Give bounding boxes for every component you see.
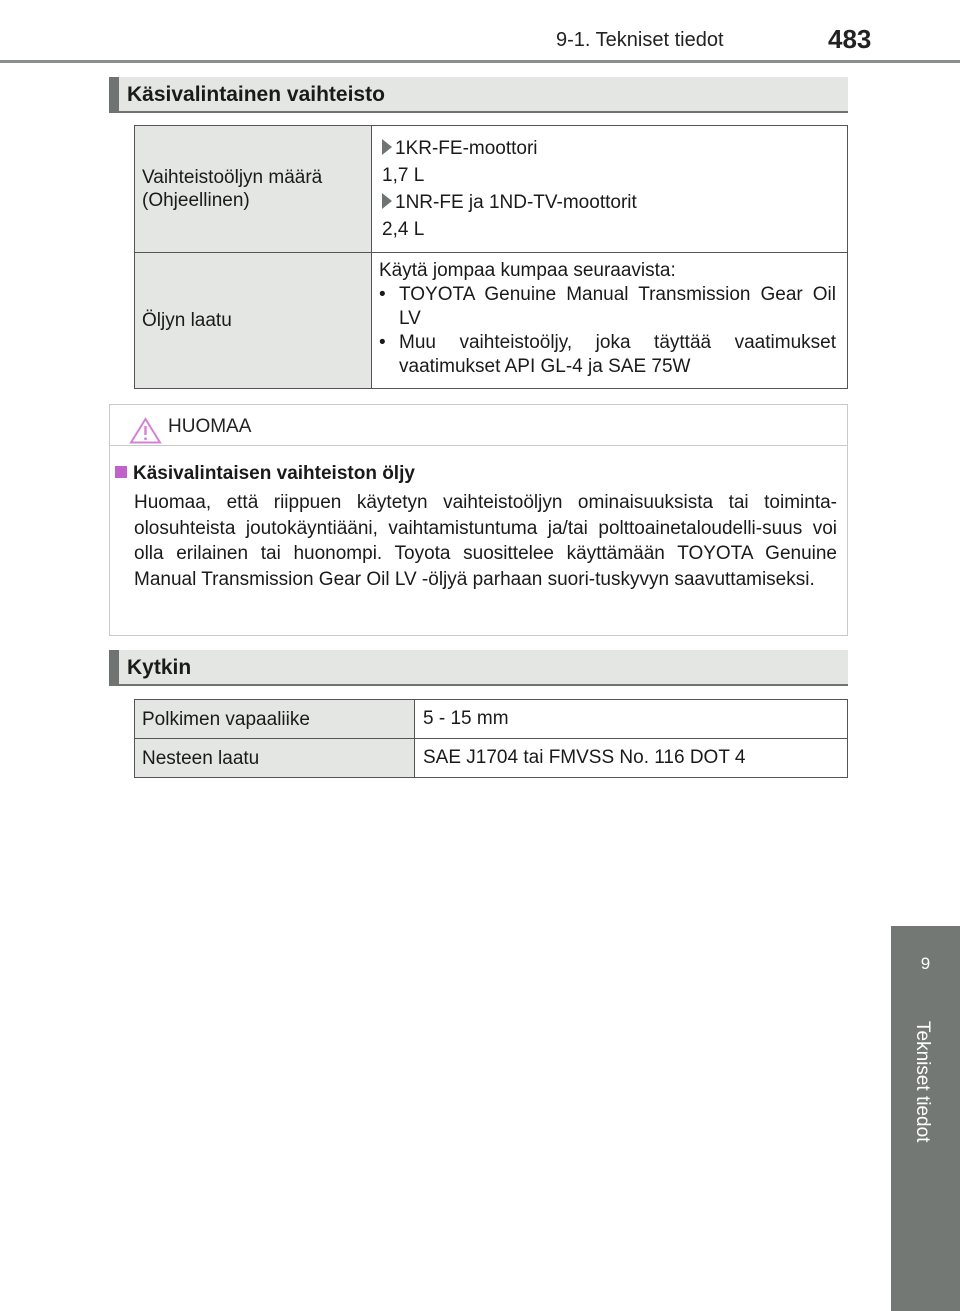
oil-option-2: Muu vaihteistoöljy, joka täyttää vaatimukset vaatimukset API GL-4 ja SAE 75W bbox=[399, 331, 836, 377]
triangle-bullet-icon bbox=[382, 139, 392, 155]
notice-box bbox=[109, 404, 848, 636]
chapter-number-box bbox=[891, 926, 960, 1007]
capacity-label-cell bbox=[135, 126, 372, 253]
section-bar-accent bbox=[109, 77, 119, 111]
warning-triangle-icon bbox=[129, 417, 162, 444]
section-title-manual-transmission: Käsivalintainen vaihteisto bbox=[127, 83, 385, 106]
list-item bbox=[379, 283, 836, 331]
table-row bbox=[135, 739, 848, 778]
chapter-side-tab bbox=[891, 926, 960, 1311]
clutch-table bbox=[134, 699, 848, 778]
oil-quality-label-cell bbox=[135, 253, 372, 389]
list-item bbox=[379, 331, 836, 379]
header-rule bbox=[0, 60, 960, 63]
oil-quality-value-cell bbox=[372, 253, 848, 389]
clutch-label-cell: Nesteen laatu bbox=[135, 739, 415, 778]
clutch-value-cell: SAE J1704 tai FMVSS No. 116 DOT 4 bbox=[415, 739, 848, 778]
capacity-label-line2: (Ohjeellinen) bbox=[142, 190, 250, 211]
oil-quality-intro: Käytä jompaa kumpaa seuraavista: bbox=[379, 259, 676, 281]
notice-subtitle-text: Käsivalintaisen vaihteiston öljy bbox=[133, 463, 415, 484]
notice-label: HUOMAA bbox=[168, 416, 252, 437]
section-title-clutch: Kytkin bbox=[127, 656, 192, 679]
capacity-label-line1: Vaihteistoöljyn määrä bbox=[142, 167, 323, 188]
engine2-label: 1NR-FE ja 1ND-TV-moottorit bbox=[395, 191, 637, 213]
engine1-value: 1,7 L bbox=[382, 164, 425, 186]
bullet-dot-icon: • bbox=[379, 283, 386, 305]
section-bar-manual-transmission bbox=[109, 77, 848, 113]
table-row bbox=[135, 700, 848, 739]
notice-body: Huomaa, että riippuen käytetyn vaihteistoöljyn ominaisuuksista tai toiminta-olosuhteista joutokäyntiääni, vaihtamistuntuma ja/tai polttoainetaloudelli-suus voi olla erilainen tai huonompi. Toyota suosittelee käyttämään TOYOTA Genuine Manual Transmission Gear Oil LV -öljyä parhaan suori-tuskyvyn saavuttamiseksi. bbox=[134, 492, 837, 590]
engine1-label: 1KR-FE-moottori bbox=[395, 137, 538, 159]
notice-header bbox=[110, 405, 847, 446]
clutch-label-cell: Polkimen vapaaliike bbox=[135, 700, 415, 739]
clutch-value-cell: 5 - 15 mm bbox=[415, 700, 848, 739]
capacity-value-cell bbox=[372, 126, 848, 253]
page-header bbox=[0, 0, 960, 62]
triangle-bullet-icon bbox=[382, 193, 392, 209]
manual-transmission-table bbox=[134, 125, 848, 389]
header-section-title: 9-1. Tekniset tiedot bbox=[556, 29, 724, 51]
chapter-label-box bbox=[891, 1007, 960, 1311]
section-bar-accent bbox=[109, 650, 119, 684]
engine2-value: 2,4 L bbox=[382, 218, 425, 240]
chapter-label: Tekniset tiedot bbox=[912, 1021, 933, 1143]
bullet-dot-icon: • bbox=[379, 331, 386, 353]
oil-option-1: TOYOTA Genuine Manual Transmission Gear Oil LV bbox=[399, 283, 836, 329]
square-bullet-icon bbox=[115, 466, 127, 478]
chapter-number: 9 bbox=[920, 954, 931, 973]
section-bar-clutch bbox=[109, 650, 848, 686]
page-number: 483 bbox=[828, 24, 872, 54]
table-row bbox=[135, 253, 848, 389]
oil-quality-label: Öljyn laatu bbox=[142, 310, 232, 331]
table-row bbox=[135, 126, 848, 253]
notice-subtitle bbox=[115, 463, 415, 485]
